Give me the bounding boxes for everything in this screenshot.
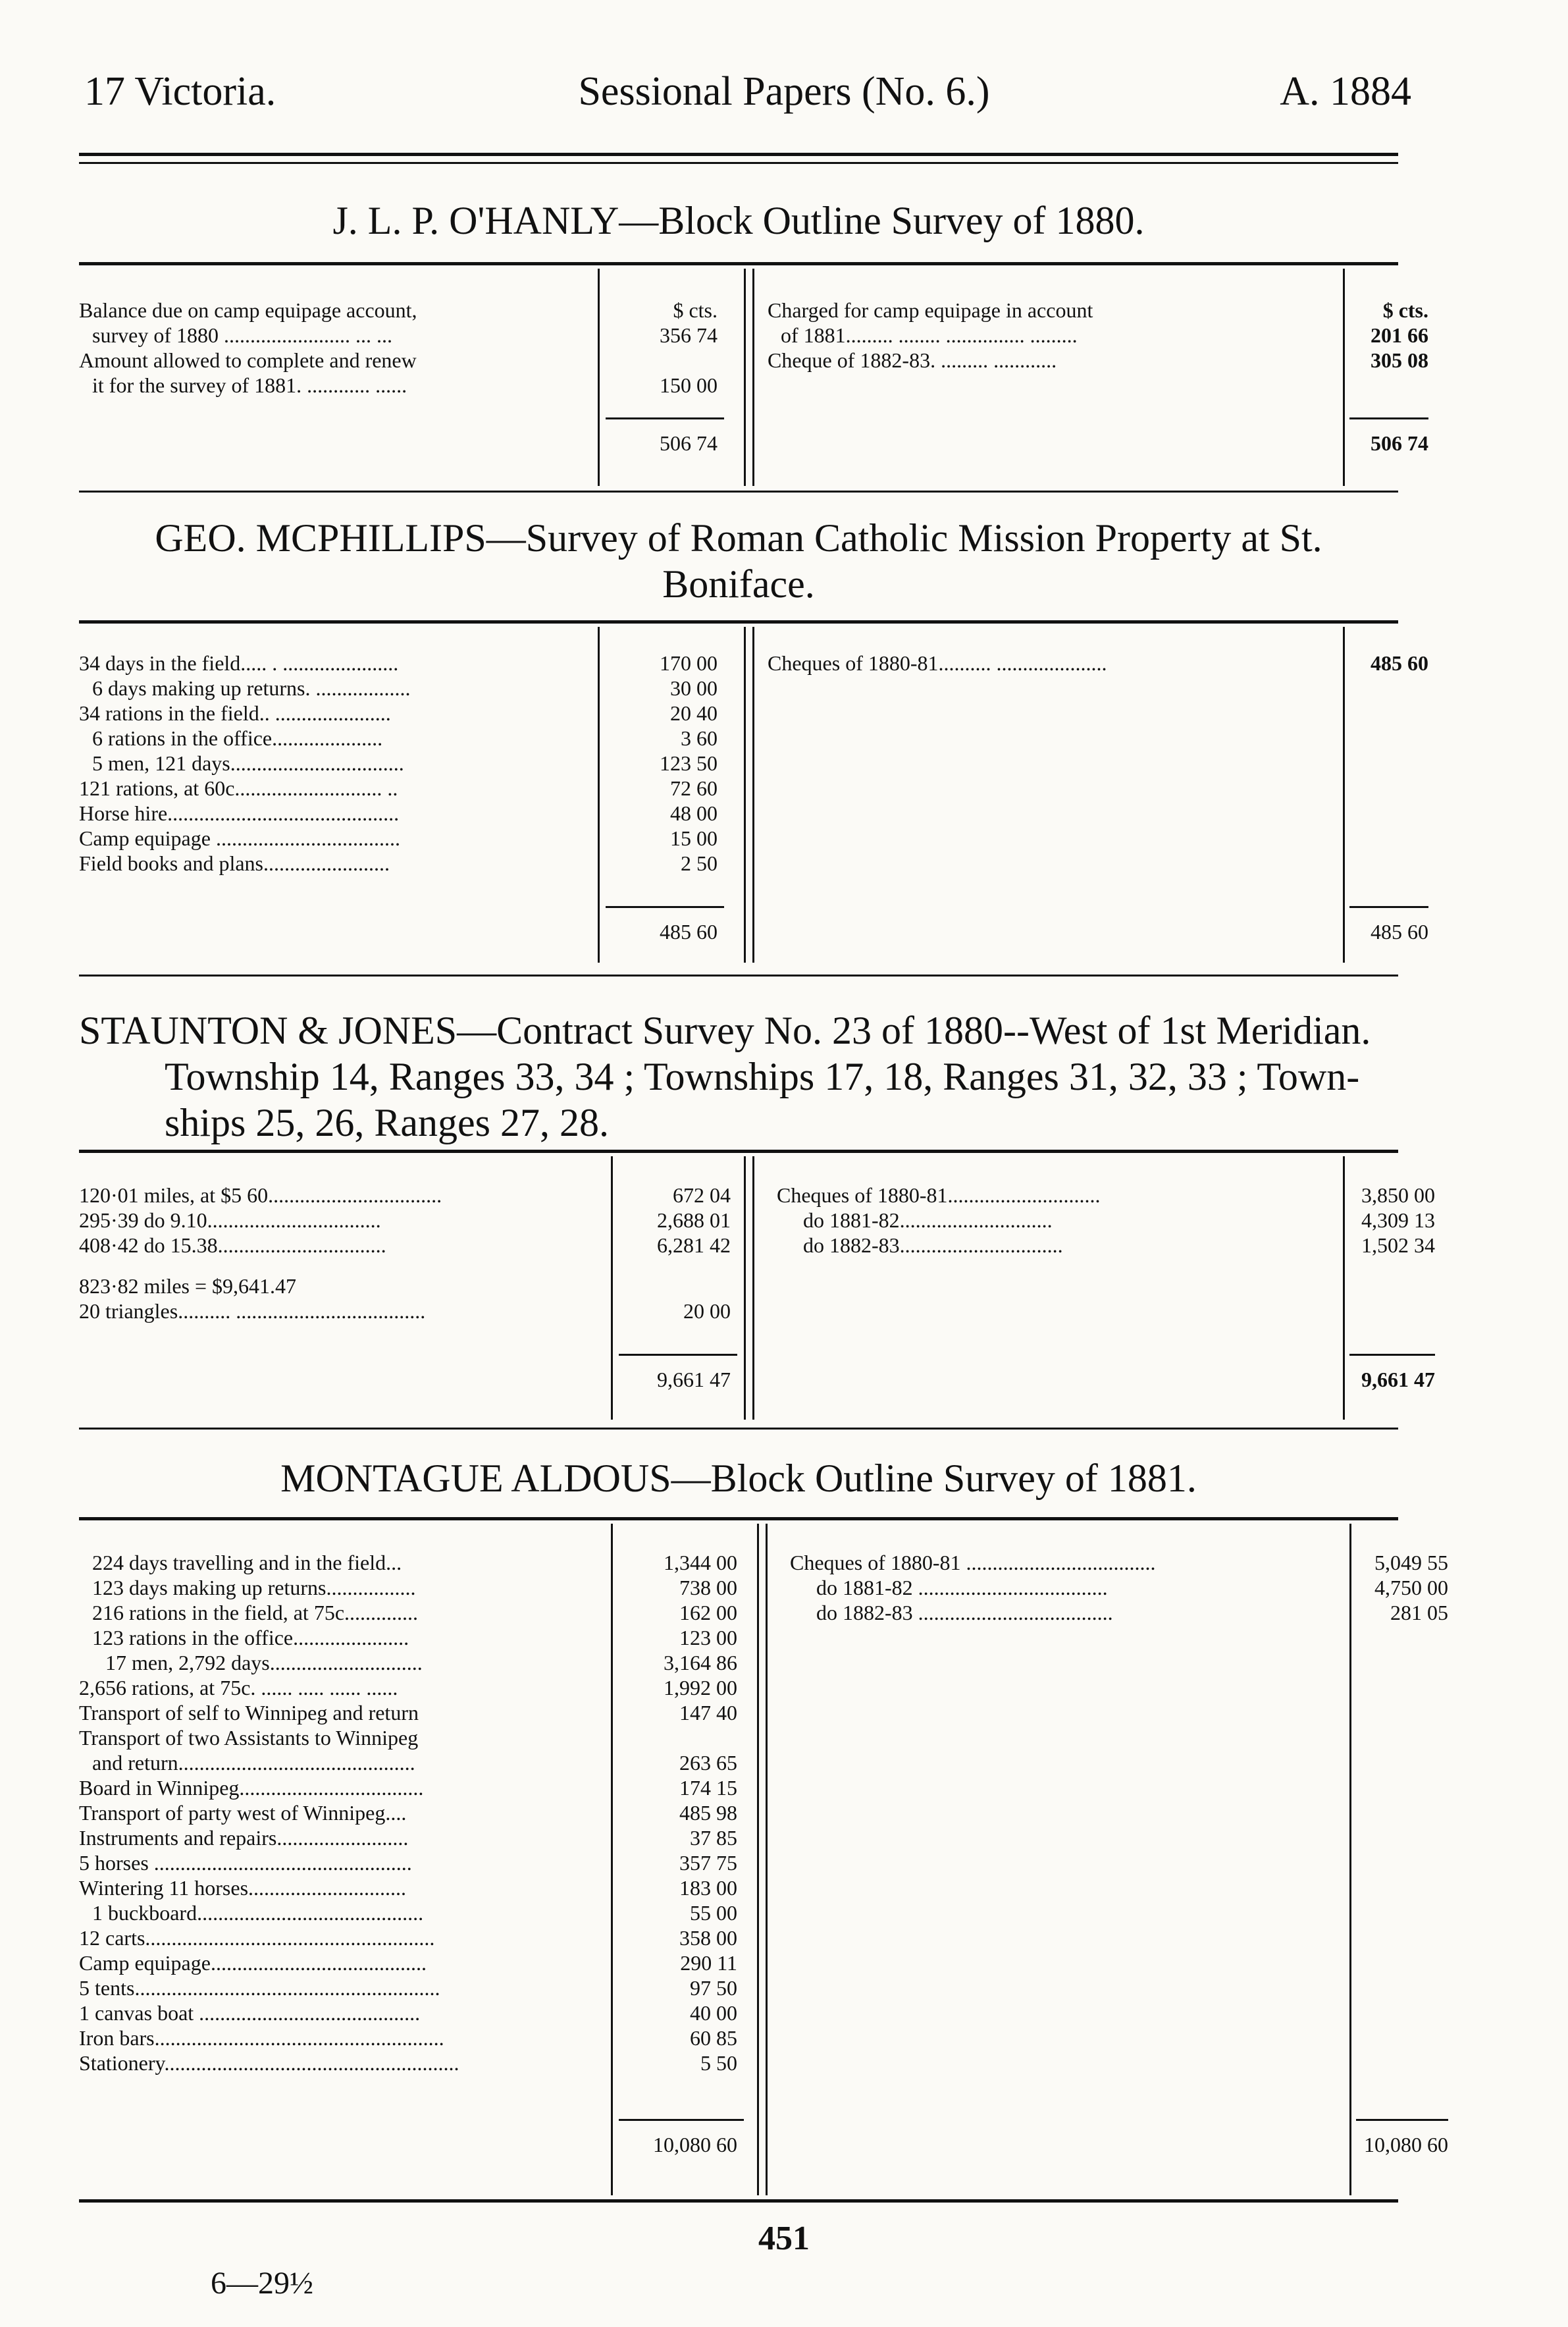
ledger-row-desc: 5 tents..........................................................: [79, 1976, 440, 2000]
ledger-row-desc: 2,656 rations, at 75c. ...... ..... ...... ......: [79, 1676, 398, 1699]
ledger-row-amount: 357 75: [679, 1851, 737, 1875]
ledger-row-desc: Cheques of 1880-81 ....................................: [790, 1551, 1156, 1574]
ledger-row-amount: 5 50: [700, 2051, 737, 2075]
ledger-row-amount: 281 05: [1390, 1601, 1448, 1624]
ledger-row-desc: 20 triangles.......... ....................................: [79, 1299, 426, 1323]
ledger-mcphillips: [79, 627, 1428, 963]
ledger-row-desc: 823·82 miles = $9,641.47: [79, 1274, 297, 1298]
ledger-row-amount: 20 00: [683, 1299, 731, 1323]
ledger-total-left: 506 74: [660, 431, 718, 455]
ledger-row-desc: Iron bars.......................................................: [79, 2026, 444, 2050]
ledger-row-amount: 170 00: [660, 651, 718, 675]
section-rule: [79, 975, 1398, 976]
ledger-row-desc: 34 days in the field..... . ......................: [79, 651, 399, 675]
section-title-line: GEO. MCPHILLIPS—Survey of Roman Catholic Mission Property at St.: [155, 516, 1322, 560]
ledger-row-desc: do 1881-82.............................: [803, 1208, 1053, 1232]
section-rule: [79, 620, 1398, 624]
ledger-row-amount: 672 04: [673, 1183, 731, 1207]
ledger-row-amount: 123 00: [679, 1626, 737, 1649]
ledger-row-desc: 120·01 miles, at $5 60.................................: [79, 1183, 442, 1207]
ledger-row-desc: 12 carts.......................................................: [79, 1926, 435, 1950]
section-rule: [79, 1428, 1398, 1430]
ledger-row-amount: [606, 348, 718, 373]
ledger-row-desc: do 1882-83 .....................................: [816, 1601, 1113, 1624]
ledger-row-desc: Wintering 11 horses..............................: [79, 1876, 407, 1900]
ledger-total-left: 10,080 60: [653, 2133, 737, 2156]
ledger-row-amount: 72 60: [670, 776, 718, 800]
ledger-row-amount: [619, 1273, 731, 1298]
ledger-row-desc: do 1882-83...............................: [803, 1233, 1063, 1257]
ledger-row-desc: Cheques of 1880-81.......... .....................: [768, 651, 1107, 675]
ledger-row-desc: of 1881......... ........ ............... .........: [781, 323, 1078, 347]
ledger-row-amount: $ cts.: [673, 298, 718, 322]
ledger-row-amount: 30 00: [670, 676, 718, 700]
ledger-row-amount: 183 00: [679, 1876, 737, 1900]
section-title-ohanly: J. L. P. O'HANLY—Block Outline Survey of 1880.: [332, 199, 1145, 242]
ledger-row-desc: Amount allowed to complete and renew: [79, 348, 417, 372]
ledger-row-amount: 60 85: [690, 2026, 737, 2050]
ledger-total-right: 485 60: [1371, 920, 1428, 944]
ledger-row-amount: 174 15: [679, 1776, 737, 1800]
ledger-row-desc: Instruments and repairs.........................: [79, 1826, 409, 1850]
ledger-row-amount: 55 00: [690, 1901, 737, 1925]
section-title-line: STAUNTON & JONES—Contract Survey No. 23 of 1880--West of 1st Meridian.: [79, 1009, 1371, 1052]
ledger-row-amount: 1,344 00: [664, 1551, 737, 1574]
ledger-row-amount: 150 00: [660, 373, 718, 397]
ledger-row-amount: 3 60: [681, 726, 718, 750]
ledger-row-amount: 147 40: [679, 1701, 737, 1725]
section-title-mcphillips: [79, 515, 1398, 607]
ledger-row-amount: 4,309 13: [1361, 1208, 1435, 1232]
ledger-total-left: 485 60: [660, 920, 718, 944]
ledger-row-desc: Transport of self to Winnipeg and return: [79, 1701, 419, 1725]
ledger-row-amount: 263 65: [679, 1751, 737, 1775]
ledger-row-amount: 40 00: [690, 2001, 737, 2025]
ledger-row-desc: Stationery........................................................: [79, 2051, 459, 2075]
ledger-row-desc: Balance due on camp equipage account,: [79, 298, 417, 322]
ledger-row-amount: [619, 1725, 737, 1750]
ledger-row-amount: 3,850 00: [1361, 1183, 1435, 1207]
ledger-total-right: 9,661 47: [1361, 1368, 1435, 1391]
section-title-line: ships 25, 26, Ranges 27, 28.: [165, 1101, 609, 1144]
ledger-aldous: [79, 1524, 1448, 2195]
ledger-row-amount: 2,688 01: [657, 1208, 731, 1232]
section-rule: [79, 1517, 1398, 1520]
ledger-row-amount: 4,750 00: [1374, 1576, 1448, 1599]
ledger-row-desc: 224 days travelling and in the field...: [92, 1551, 402, 1574]
ledger-row-desc: Transport of party west of Winnipeg....: [79, 1801, 407, 1825]
header-rule-top: [79, 153, 1398, 156]
ledger-row-desc: 5 men, 121 days.................................: [92, 751, 404, 775]
ledger-row-desc: 121 rations, at 60c............................ ..: [79, 776, 398, 800]
header-volume: 17 Victoria.: [84, 69, 276, 114]
ledger-row-desc: 1 buckboard...........................................: [92, 1901, 424, 1925]
ledger-row-desc: do 1881-82 ....................................: [816, 1576, 1108, 1599]
section-rule: [79, 2199, 1398, 2203]
ledger-row-amount: 48 00: [670, 801, 718, 825]
ledger-row-desc: Cheques of 1880-81.............................: [777, 1183, 1101, 1207]
ledger-total-right: 10,080 60: [1364, 2133, 1448, 2156]
ledger-row-amount: 2 50: [681, 851, 718, 875]
section-title-line: Township 14, Ranges 33, 34 ; Townships 17, 18, Ranges 31, 32, 33 ; Town-: [165, 1055, 1360, 1098]
ledger-row-amount: 358 00: [679, 1926, 737, 1950]
ledger-row-amount: 162 00: [679, 1601, 737, 1624]
ledger-row-amount: 3,164 86: [664, 1651, 737, 1674]
ledger-row-desc: 5 horses .................................................: [79, 1851, 412, 1875]
ledger-row-amount: 485 60: [1371, 651, 1428, 675]
ledger-row-amount: 356 74: [660, 323, 718, 347]
ledger-row-amount: 15 00: [670, 826, 718, 850]
ledger-row-desc: it for the survey of 1881. ............ ......: [92, 373, 407, 397]
ledger-row-amount: 738 00: [679, 1576, 737, 1599]
ledger-staunton-jones: [79, 1156, 1435, 1420]
ledger-row-desc: Camp equipage.........................................: [79, 1951, 427, 1975]
ledger-row-desc: Horse hire............................................: [79, 801, 400, 825]
ledger-row-desc: 123 rations in the office......................: [92, 1626, 409, 1649]
header-rule-bottom: [79, 162, 1398, 164]
ledger-row-desc: 17 men, 2,792 days.............................: [105, 1651, 423, 1674]
ledger-row-amount: 1,992 00: [664, 1676, 737, 1699]
ledger-ohanly: [79, 269, 1428, 486]
ledger-row-amount: 37 85: [690, 1826, 737, 1850]
signature-reference: 6—29½: [211, 2266, 313, 2301]
ledger-row-desc: Transport of two Assistants to Winnipeg: [79, 1726, 419, 1750]
ledger-row-amount: 5,049 55: [1374, 1551, 1448, 1574]
section-rule: [79, 1150, 1398, 1153]
ledger-row-desc: Field books and plans........................: [79, 851, 390, 875]
ledger-row-amount: 20 40: [670, 701, 718, 725]
ledger-row-desc: and return.............................................: [92, 1751, 415, 1775]
ledger-row-amount: 1,502 34: [1361, 1233, 1435, 1257]
ledger-row-desc: survey of 1880 ........................ ... ...: [92, 323, 392, 347]
ledger-row-amount: 485 98: [679, 1801, 737, 1825]
ledger-row-desc: 123 days making up returns.................: [92, 1576, 416, 1599]
section-title-line: Boniface.: [662, 562, 815, 606]
ledger-row-desc: 1 canvas boat ..........................................: [79, 2001, 421, 2025]
ledger-total-right: 506 74: [1371, 431, 1428, 455]
ledger-row-desc: 216 rations in the field, at 75c..............: [92, 1601, 419, 1624]
ledger-row-amount: 123 50: [660, 751, 718, 775]
ledger-row-desc: 295·39 do 9.10.................................: [79, 1208, 381, 1232]
section-title-staunton-jones: [79, 1007, 1398, 1146]
ledger-row-amount: 6,281 42: [657, 1233, 731, 1257]
header-title: Sessional Papers (No. 6.): [578, 69, 990, 114]
page-number: 451: [758, 2220, 810, 2257]
ledger-row-desc: Board in Winnipeg...................................: [79, 1776, 424, 1800]
section-rule: [79, 262, 1398, 265]
ledger-row-desc: Camp equipage ...................................: [79, 826, 400, 850]
ledger-row-amount: $ cts.: [1382, 298, 1428, 322]
section-rule: [79, 491, 1398, 493]
header-year: A. 1884: [1280, 69, 1411, 114]
ledger-row-desc: 34 rations in the field.. ......................: [79, 701, 391, 725]
ledger-row-amount: 290 11: [680, 1951, 737, 1975]
ledger-row-desc: Cheque of 1882-83. ......... ............: [768, 348, 1057, 372]
ledger-row-amount: 201 66: [1371, 323, 1428, 347]
ledger-row-desc: 6 rations in the office.....................: [92, 726, 383, 750]
section-title-aldous: MONTAGUE ALDOUS—Block Outline Survey of 1881.: [280, 1457, 1197, 1500]
ledger-total-left: 9,661 47: [657, 1368, 731, 1391]
ledger-row-desc: 6 days making up returns. ..................: [92, 676, 411, 700]
ledger-row-desc: 408·42 do 15.38................................: [79, 1233, 386, 1257]
ledger-row-desc: Charged for camp equipage in account: [768, 298, 1093, 322]
ledger-row-amount: 97 50: [690, 1976, 737, 2000]
ledger-row-amount: 305 08: [1371, 348, 1428, 372]
